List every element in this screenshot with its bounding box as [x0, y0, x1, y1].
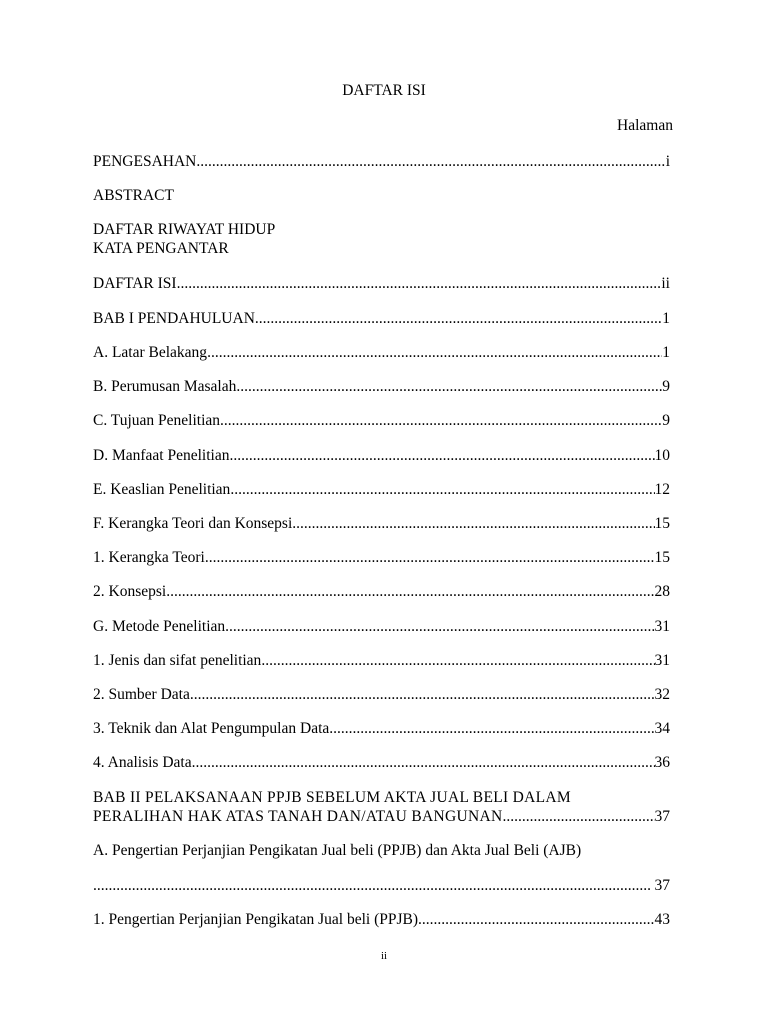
toc-entry-pengantar: [93, 239, 229, 258]
toc-entry-label: PENGESAHAN: [93, 153, 197, 170]
toc-entry-page: 34: [654, 720, 670, 737]
toc-entry-riwayat: [93, 220, 275, 239]
toc-entry-perumusan-masalah: [93, 377, 670, 396]
leader-dots: [93, 876, 651, 895]
leader-dots: [190, 685, 655, 704]
toc-entry-pengesahan: [93, 152, 670, 171]
toc-entry-kerangka-teori-konsepsi: [93, 514, 670, 533]
toc-entry-tujuan-penelitian: [93, 411, 670, 430]
toc-entry-label: KATA PENGANTAR: [93, 240, 229, 257]
toc-entry-keaslian-penelitian: [93, 480, 670, 499]
leader-dots: [236, 377, 662, 396]
toc-entry-page: 43: [654, 911, 670, 928]
toc-entry-abstract: [93, 186, 174, 205]
leader-dots: [502, 807, 654, 826]
toc-entry-label: A. Latar Belakang: [93, 344, 208, 361]
toc-entry-page: 12: [654, 481, 670, 498]
toc-entry-label: B. Perumusan Masalah: [93, 378, 237, 395]
toc-entry-konsepsi: [93, 582, 670, 601]
leader-dots: [225, 617, 654, 636]
toc-entry-page: 37: [654, 808, 670, 825]
toc-entry-label: BAB I PENDAHULUAN: [93, 310, 255, 327]
toc-entry-label: C. Tujuan Penelitian: [93, 412, 221, 429]
toc-entry-label: DAFTAR RIWAYAT HIDUP: [93, 221, 276, 238]
toc-entry-jenis-sifat: [93, 651, 670, 670]
toc-entry-label: 2. Sumber Data: [93, 686, 190, 703]
toc-entry-bab2-line1: [93, 788, 670, 807]
toc-entry-label: E. Keaslian Penelitian: [93, 481, 231, 498]
leader-dots: [255, 309, 662, 328]
toc-entry-manfaat-penelitian: [93, 446, 670, 465]
toc-entry-bab1: [93, 309, 670, 328]
toc-entry-sumber-data: [93, 685, 670, 704]
toc-entry-bab2-a-line1: [93, 841, 670, 860]
leader-dots: [207, 343, 662, 362]
leader-dots: [230, 480, 654, 499]
toc-entry-latar-belakang: [93, 343, 670, 362]
toc-entry-page: 9: [662, 378, 670, 395]
toc-entry-page: 10: [654, 447, 670, 464]
toc-entry-kerangka-teori: [93, 548, 670, 567]
leader-dots: [261, 651, 654, 670]
toc-entry-label: A. Pengertian Perjanjian Pengikatan Jual beli (PPJB) dan Akta Jual Beli (AJB): [93, 842, 582, 859]
leader-dots: [166, 582, 654, 601]
toc-entry-page: ii: [661, 275, 670, 292]
toc-entry-pengertian-ppjb: [93, 910, 670, 929]
toc-entry-label: D. Manfaat Penelitian: [93, 447, 230, 464]
toc-entry-page: 1: [662, 310, 670, 327]
toc-entry-label: 3. Teknik dan Alat Pengumpulan Data: [93, 720, 330, 737]
leader-dots: [329, 719, 654, 738]
toc-entry-bab2-line2: [93, 807, 670, 826]
toc-entry-label: 1. Kerangka Teori: [93, 549, 205, 566]
toc-entry-label: 1. Jenis dan sifat penelitian: [93, 652, 262, 669]
toc-entry-page: 15: [654, 549, 670, 566]
toc-entry-page: 31: [654, 652, 670, 669]
footer-page-number: ii: [380, 950, 388, 962]
toc-entry-metode-penelitian: [93, 617, 670, 636]
toc-entry-label: PERALIHAN HAK ATAS TANAH DAN/ATAU BANGUNAN: [93, 808, 503, 825]
leader-dots: [418, 910, 654, 929]
toc-entry-label: BAB II PELAKSANAAN PPJB SEBELUM AKTA JUAL BELI DALAM: [93, 789, 571, 806]
toc-entry-page: 31: [654, 618, 670, 635]
toc-entry-label: ABSTRACT: [93, 187, 174, 204]
leader-dots: [205, 548, 655, 567]
leader-dots: [220, 411, 662, 430]
toc-entry-page: i: [665, 153, 670, 170]
leader-dots: [177, 274, 662, 293]
leader-dots: [192, 753, 655, 772]
toc-entry-page: 9: [662, 412, 670, 429]
toc-entry-daftar-isi: [93, 274, 670, 293]
toc-entry-page: 36: [654, 754, 670, 771]
toc-entry-page: 37: [650, 877, 670, 894]
leader-dots: [196, 152, 665, 171]
toc-entry-analisis-data: [93, 753, 670, 772]
halaman-label: Halaman: [617, 117, 673, 134]
toc-entry-page: 32: [654, 686, 670, 703]
toc-entry-label: F. Kerangka Teori dan Konsepsi: [93, 515, 293, 532]
toc-entry-teknik-alat: [93, 719, 670, 738]
leader-dots: [229, 446, 654, 465]
toc-entry-label: 4. Analisis Data: [93, 754, 192, 771]
toc-entry-label: 2. Konsepsi: [93, 583, 167, 600]
toc-entry-page: 1: [662, 344, 670, 361]
toc-entry-bab2-a-line2: [93, 876, 670, 895]
toc-entry-page: 15: [654, 515, 670, 532]
leader-dots: [292, 514, 654, 533]
page-title: DAFTAR ISI: [342, 82, 426, 99]
toc-entry-label: DAFTAR ISI: [93, 275, 177, 292]
toc-entry-page: 28: [654, 583, 670, 600]
toc-entry-label: G. Metode Penelitian: [93, 618, 226, 635]
toc-entry-label: 1. Pengertian Perjanjian Pengikatan Jual beli (PPJB): [93, 911, 419, 928]
